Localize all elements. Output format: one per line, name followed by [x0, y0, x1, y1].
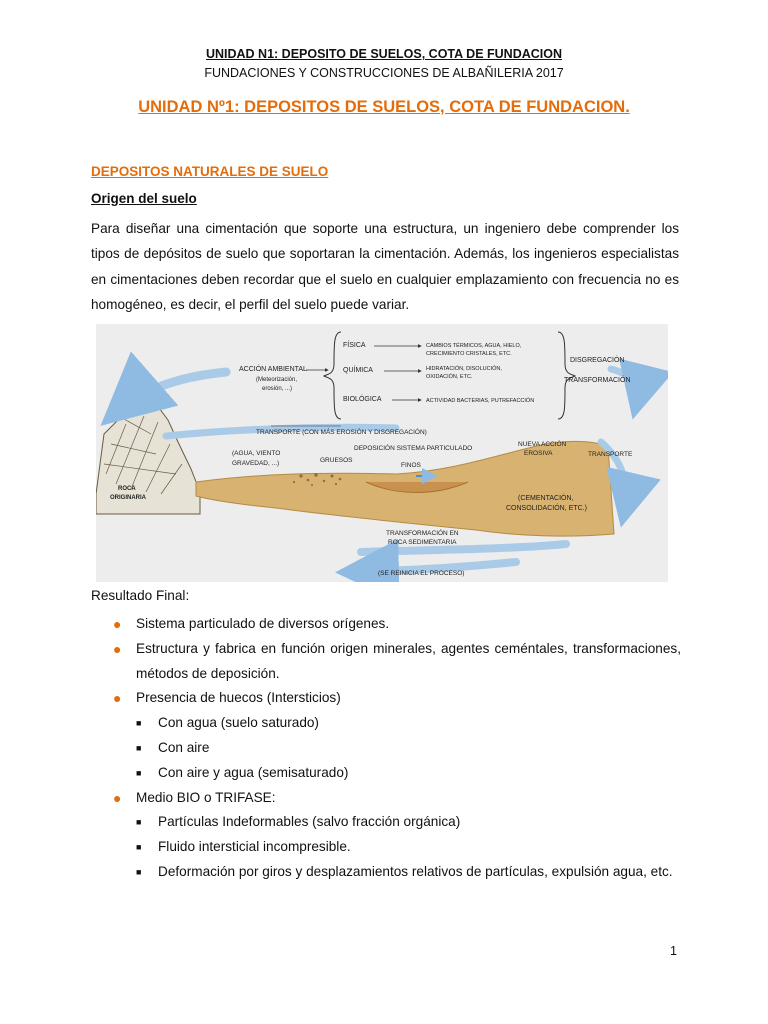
sub-list-item-text: Con aire [158, 739, 210, 755]
label-quimica-desc1: HIDRATACIÓN, DISOLUCIÓN, [426, 366, 502, 372]
list-item [91, 686, 681, 711]
page-title: UNIDAD Nº1: DEPOSITOS DE SUELOS, COTA DE FUNDACION. [138, 98, 630, 116]
bullet-square: ■ [136, 842, 142, 853]
bullet-square: ■ [136, 767, 142, 778]
label-transformacion: TRANSFORMACIÓN [564, 377, 631, 384]
label-transf-roca-2: ROCA SEDIMENTARIA [388, 539, 457, 546]
list-item [91, 637, 681, 687]
sub-list-item [91, 711, 681, 736]
page-number: 1 [670, 944, 677, 958]
bullet-square: ■ [136, 718, 142, 729]
label-roca-1: ROCA [118, 486, 136, 492]
label-gruesos: GRUESOS [320, 457, 353, 464]
label-agua-viento-1: (AGUA, VIENTO [232, 450, 281, 457]
label-fisica: FÍSICA [343, 342, 366, 349]
sub-list-item [91, 810, 681, 835]
list-item [91, 612, 681, 637]
label-nueva-accion-1: NUEVA ACCIÓN [518, 441, 567, 448]
label-transf-roca-1: TRANSFORMACIÓN EN [386, 530, 459, 537]
label-agua-viento-2: GRAVEDAD, ...) [232, 460, 280, 467]
label-reinicia: (SE REINICIA EL PROCESO) [378, 570, 465, 577]
bullet-dot: ● [113, 789, 122, 806]
bullet-dot: ● [113, 640, 122, 657]
list-item-text: Medio BIO o TRIFASE: [136, 789, 276, 805]
label-transporte-top: TRANSPORTE (CON MÁS EROSIÓN Y DISGREGACIÓN) [256, 429, 427, 436]
list-item-text: Estructura y fabrica en función origen minerales, agentes ceméntales, transformaciones, métodos de deposición. [136, 640, 681, 681]
label-cementacion-1: (CEMENTACIÓN, [518, 495, 574, 502]
section-heading: DEPOSITOS NATURALES DE SUELO [91, 164, 329, 179]
bullet-square: ■ [136, 742, 142, 753]
label-accion-ambiental: ACCIÓN AMBIENTAL [239, 366, 307, 373]
list-item-text: Presencia de huecos (Intersticios) [136, 690, 341, 706]
label-quimica: QUÍMICA [343, 367, 373, 374]
bullet-dot: ● [113, 616, 122, 632]
sub-list-item-text: Deformación por giros y desplazamientos relativos de partículas, expulsión agua, etc. [158, 863, 673, 879]
running-header-title: UNIDAD N1: DEPOSITO DE SUELOS, COTA DE FUNDACION [205, 47, 563, 61]
sub-list-item-text: Partículas Indeformables (salvo fracción orgánica) [158, 814, 461, 830]
label-deposicion: DEPOSICIÓN SISTEMA PARTICULADO [354, 445, 473, 452]
sub-list-item-text: Fluido intersticial incompresible. [158, 839, 351, 855]
result-label: Resultado Final: [91, 588, 190, 603]
label-quimica-desc2: OXIDACIÓN, ETC. [426, 374, 473, 380]
label-nueva-accion-2: EROSIVA [524, 450, 553, 457]
sub-list-item [91, 860, 681, 885]
bullet-dot: ● [113, 690, 122, 707]
label-fisica-desc2: CRECIMIENTO CRISTALES, ETC. [426, 351, 512, 357]
label-erosion: erosión, ...) [262, 386, 293, 392]
list-item-text: Sistema particulado de diversos orígenes. [136, 616, 390, 631]
label-cementacion-2: CONSOLIDACIÓN, ETC.) [506, 505, 587, 512]
sub-list-item-text: Con agua (suelo saturado) [158, 715, 319, 731]
subheading: Origen del suelo [91, 191, 197, 206]
sub-list-item [91, 761, 681, 786]
list-item [91, 786, 681, 811]
label-biologica-desc: ACTIVIDAD BACTERIAS, PUTREFACCIÓN [426, 398, 535, 404]
result-list [91, 612, 681, 885]
label-finos: FINOS [401, 462, 421, 469]
sub-list-item [91, 835, 681, 860]
soil-origin-diagram [96, 324, 668, 582]
running-header-subtitle: FUNDACIONES Y CONSTRUCCIONES DE ALBAÑILERIA 2017 [204, 66, 564, 80]
sub-list-item-text: Con aire y agua (semisaturado) [158, 764, 349, 780]
soil-cycle-illustration [96, 324, 668, 582]
label-fisica-desc1: CAMBIOS TÉRMICOS, AGUA, HIELO, [426, 343, 522, 349]
bullet-square: ■ [136, 866, 142, 877]
label-transporte-right: TRANSPORTE [588, 451, 633, 458]
label-meteorizacion: (Meteorización, [256, 377, 298, 383]
bullet-square: ■ [136, 817, 142, 828]
sub-list-item [91, 736, 681, 761]
label-biologica: BIOLÓGICA [343, 396, 382, 403]
label-disgregacion: DISGREGACIÓN [570, 357, 625, 364]
body-paragraph: Para diseñar una cimentación que soporte una estructura, un ingeniero debe comprender los tipos de depósitos de suelo que soportaran la cimentación. Además, los ingenieros especialistas en cimentaciones deben recordar que el suelo en cualquier emplazamiento con frecuencia no es homogéneo, es decir, el perfil del suelo puede variar. [91, 221, 679, 312]
label-roca-2: ORIGINARIA [110, 495, 146, 501]
